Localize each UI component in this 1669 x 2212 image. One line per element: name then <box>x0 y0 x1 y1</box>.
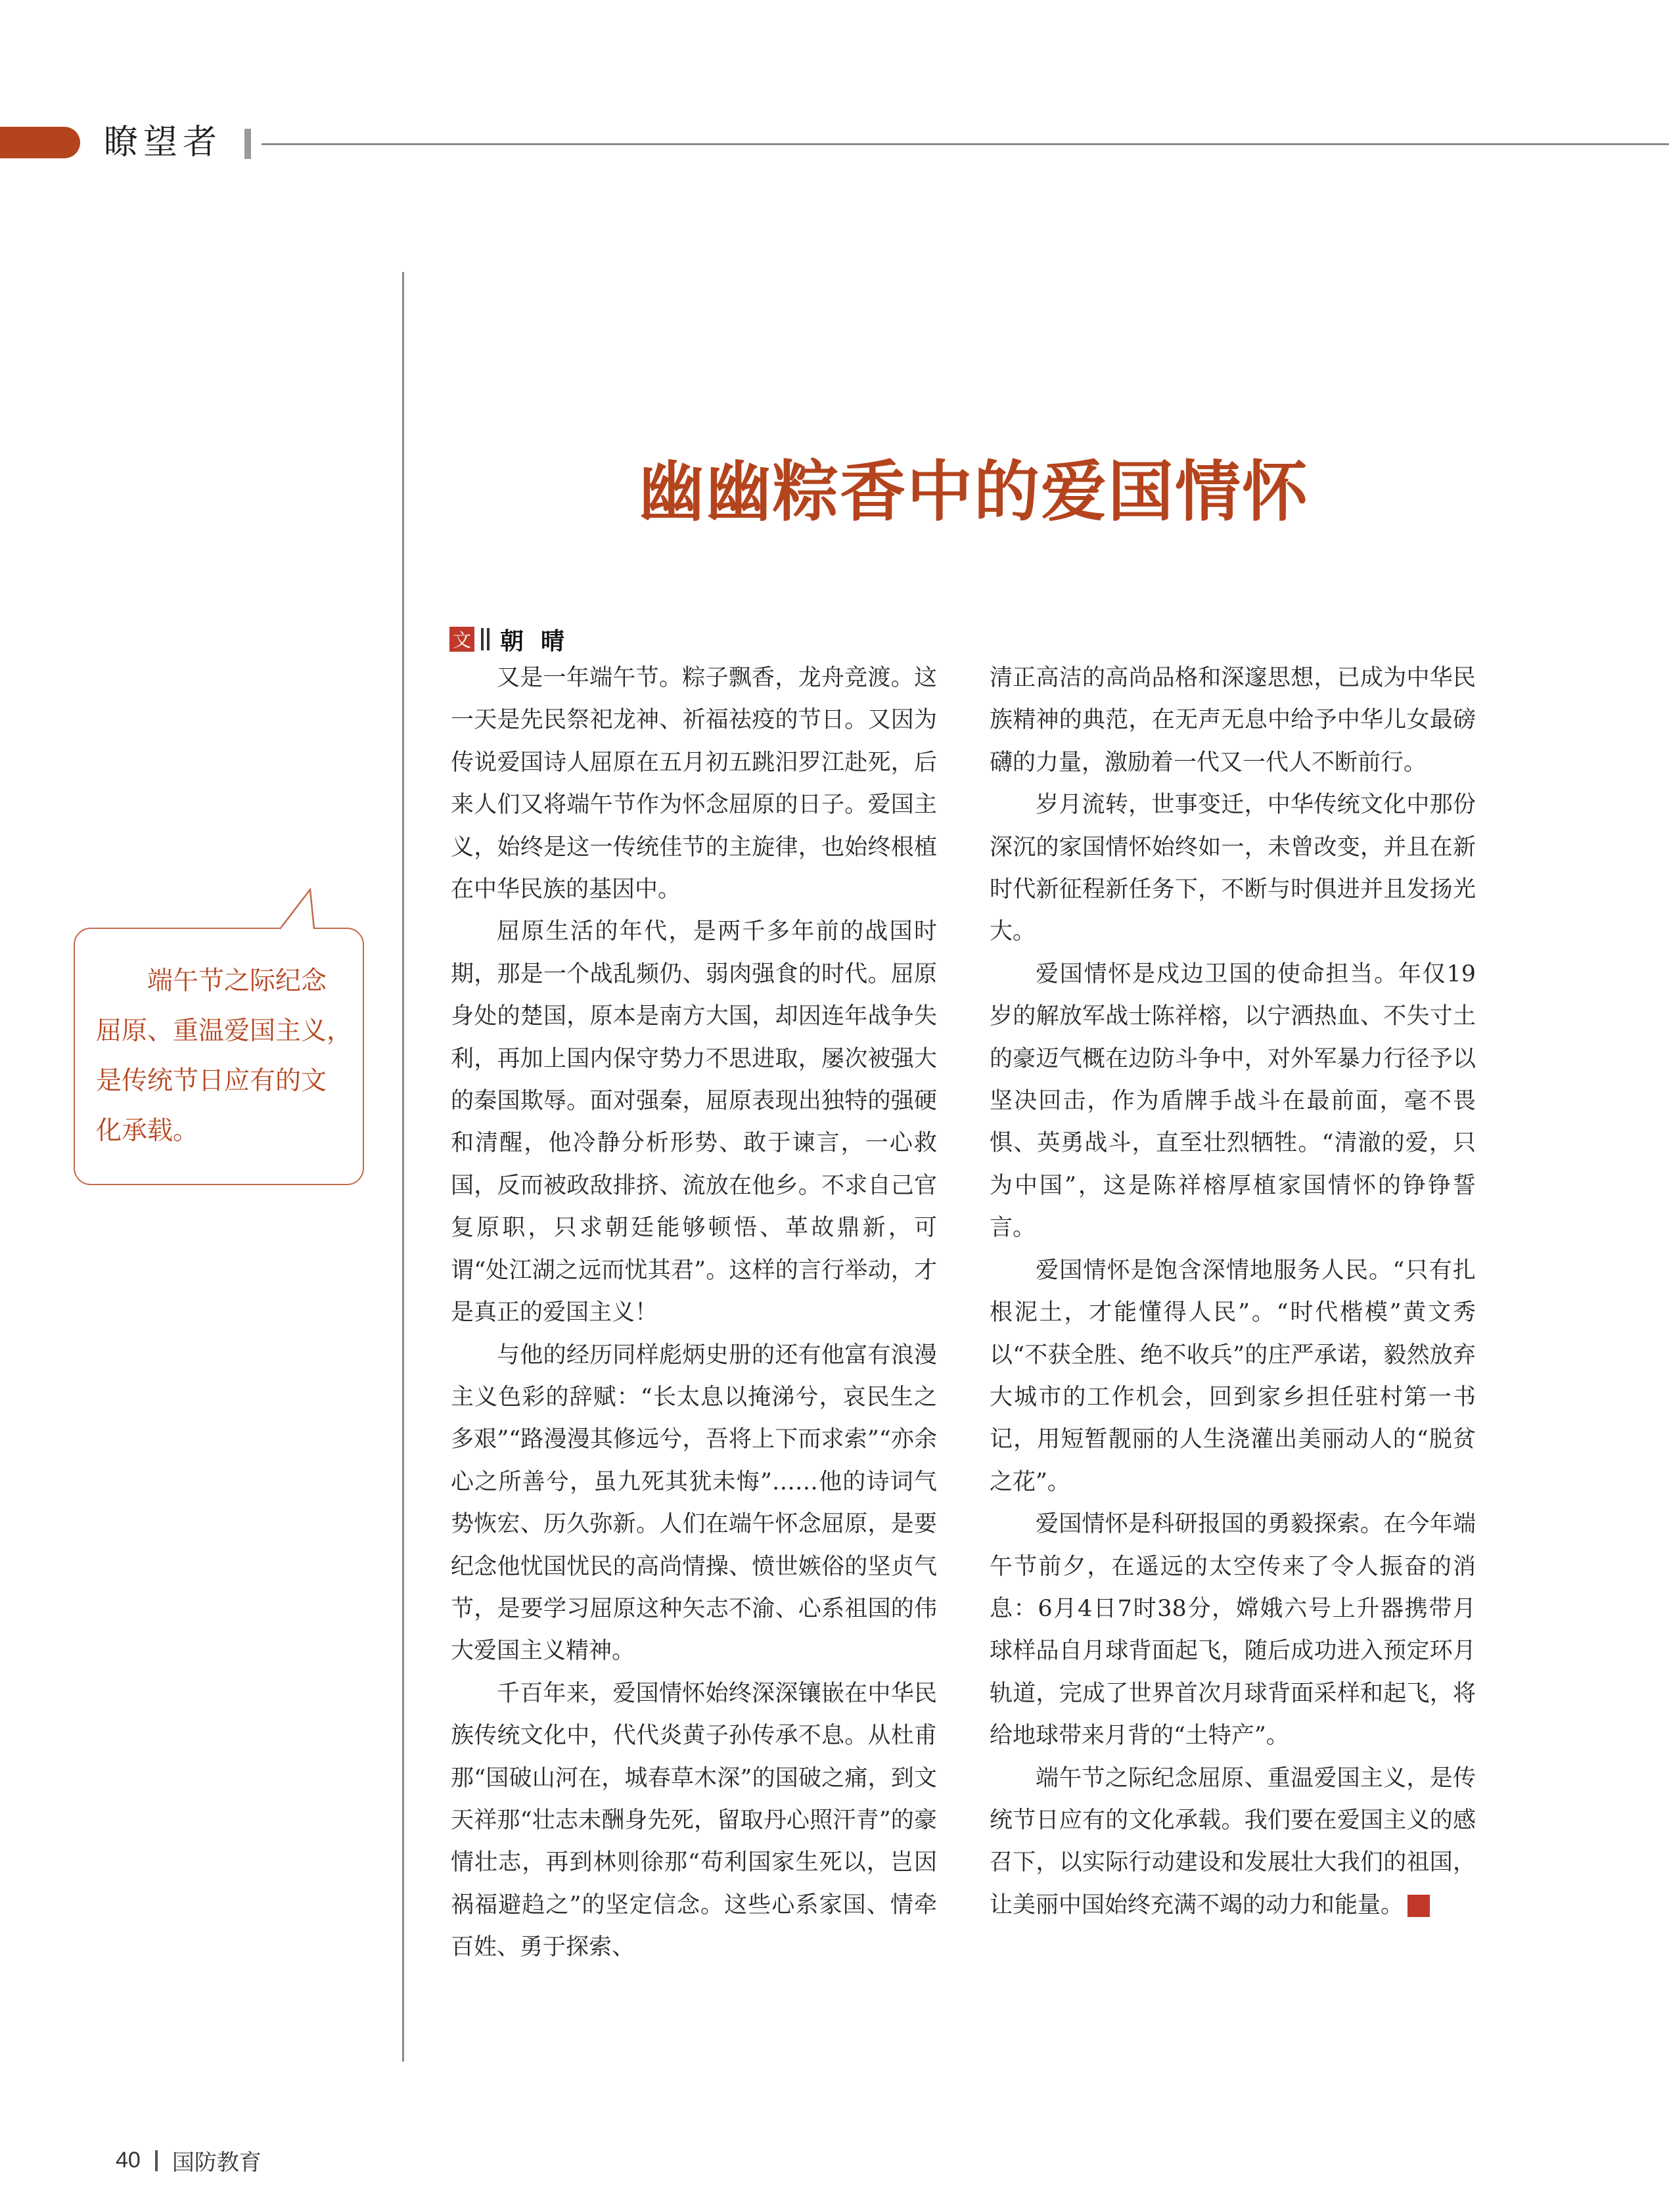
article-paragraph: 爱国情怀是戍边卫国的使命担当。年仅19岁的解放军战士陈祥榕，以宁洒热血、不失寸土的豪迈气概在边防斗争中，对外军暴力行径予以坚决回击，作为盾牌手战斗在最前面，毫不畏惧、英勇战斗，直至壮烈牺牲。“清澈的爱，只为中国”，这是陈祥榕厚植家国情怀的铮铮誓言。 <box>990 960 1476 1242</box>
byline-separator <box>481 628 484 650</box>
end-mark-icon: G <box>1407 1895 1430 1917</box>
article-title: 幽幽粽香中的爱国情怀 <box>639 453 1309 530</box>
article-paragraph: 千百年来，爱国情怀始终深深镶嵌在中华民族传统文化中，代代炎黄子孙传承不息。从杜甫那“国破山河在，城春草木深”的国破之痛，到文天祥那“壮志未酬身先死，留取丹心照汗青”的豪情壮志，再到林则徐那“苟利国家生死以，岂因祸福避趋之”的坚定信念。这些心系家国、情牵百姓、勇于探索、 <box>451 1680 937 1961</box>
section-tab <box>0 127 80 158</box>
section-name: 瞭望者 <box>104 123 223 162</box>
author-name: 朝晴 <box>500 627 582 655</box>
article-paragraph: 爱国情怀是科研报国的勇毅探索。在今年端午节前夕，在遥远的太空传来了令人振奋的消息：6月4日7时38分，嫦娥六号上升器携带月球样品自月球背面起飞，随后成功进入预定环月轨道，完成了世界首次月球背面采样和起飞，将给地球带来月背的“土特产”。 <box>990 1511 1476 1749</box>
pull-quote-line: 是传统节日应有的文 <box>96 1066 327 1096</box>
article-paragraph: 又是一年端午节。粽子飘香，龙舟竞渡。这一天是先民祭祀龙神、祈福祛疫的节日。又因为传说爱国诗人屈原在五月初五跳汨罗江赴死，后来人们又将端午节作为怀念屈原的日子。爱国主义，始终是这一传统佳节的主旋律，也始终根植在中华民族的基因中。 <box>451 665 937 903</box>
byline-mark: 文 <box>449 627 474 652</box>
byline-separator <box>487 628 490 650</box>
pull-quote-line: 化承载。 <box>96 1116 199 1146</box>
article-paragraph: 端午节之际纪念屈原、重温爱国主义，是传统节日应有的文化承载。我们要在爱国主义的感召下，以实际行动建设和发展壮大我们的祖国，让美丽中国始终充满不竭的动力和能量。 G <box>990 1765 1476 1918</box>
pull-quote-line: 屈原、重温爱国主义， <box>96 1016 353 1046</box>
magazine-name: 国防教育 <box>171 2150 262 2175</box>
page-number: 40 <box>116 2148 141 2173</box>
article-paragraph: 爱国情怀是饱含深情地服务人民。“只有扎根泥土，才能懂得人民”。“时代楷模”黄文秀以“不获全胜、绝不收兵”的庄严承诺，毅然放弃大城市的工作机会，回到家乡担任驻村第一书记，用短暂靓丽的人生浇灌出美丽动人的“脱贫之花”。 <box>990 1257 1476 1495</box>
byline <box>449 624 582 654</box>
section-bar <box>244 129 251 159</box>
article-column-left <box>451 657 937 1969</box>
pull-quote-text <box>96 957 352 1156</box>
article-paragraph: 与他的经历同样彪炳史册的还有他富有浪漫主义色彩的辞赋：“长太息以掩涕兮，哀民生之多艰”“路漫漫其修远兮，吾将上下而求索”“亦余心之所善兮，虽九死其犹未悔”……他的诗词气势恢宏、历久弥新。人们在端午怀念屈原，是要纪念他忧国忧民的高尚情操、愤世嫉俗的坚贞气节，是要学习屈原这种矢志不渝、心系祖国的伟大爱国主义精神。 <box>451 1342 937 1665</box>
pull-quote-tail <box>276 887 323 930</box>
article-paragraph: 屈原生活的年代，是两千多年前的战国时期，那是一个战乱频仍、弱肉强食的时代。屈原身处的楚国，原本是南方大国，却因连年战争失利，再加上国内保守势力不思进取，屡次被强大的秦国欺辱。面对强秦，屈原表现出独特的强硬和清醒，他冷静分析形势、敢于谏言，一心救国，反而被政敌排挤、流放在他乡。不求自己官复原职，只求朝廷能够顿悟、革故鼎新，可谓“处江湖之远而忧其君”。这样的言行举动，才是真正的爱国主义！ <box>451 918 937 1326</box>
article-column-right <box>990 657 1476 1926</box>
footer-separator <box>155 2150 158 2171</box>
article-paragraph: 岁月流转，世事变迁，中华传统文化中那份深沉的家国情怀始终如一，未曾改变，并且在新时代新征程新任务下，不断与时俱进并且发扬光大。 <box>990 792 1476 945</box>
header-rule <box>262 143 1669 145</box>
page-footer <box>116 2144 262 2177</box>
article-paragraph: 清正高洁的高尚品格和深邃思想，已成为中华民族精神的典范，在无声无息中给予中华儿女最磅礴的力量，激励着一代又一代人不断前行。 <box>990 665 1476 776</box>
pull-quote-line: 端午节之际纪念 <box>147 966 327 996</box>
margin-rule <box>402 272 404 2062</box>
